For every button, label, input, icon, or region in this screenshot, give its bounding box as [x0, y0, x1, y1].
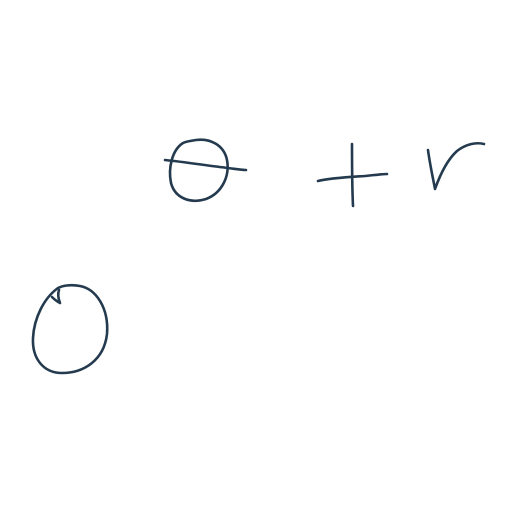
- glyph-theta-1: [165, 140, 246, 201]
- theta-1-loop: [170, 140, 228, 201]
- glyph-r: [428, 143, 484, 189]
- theta-2-loop: [33, 285, 107, 373]
- ink-strokes: [33, 140, 484, 373]
- glyph-plus: [318, 144, 387, 206]
- theta-1-bar: [165, 160, 246, 170]
- r-stroke: [428, 143, 484, 189]
- glyph-theta-2: [33, 285, 107, 373]
- plus-vertical: [352, 144, 353, 206]
